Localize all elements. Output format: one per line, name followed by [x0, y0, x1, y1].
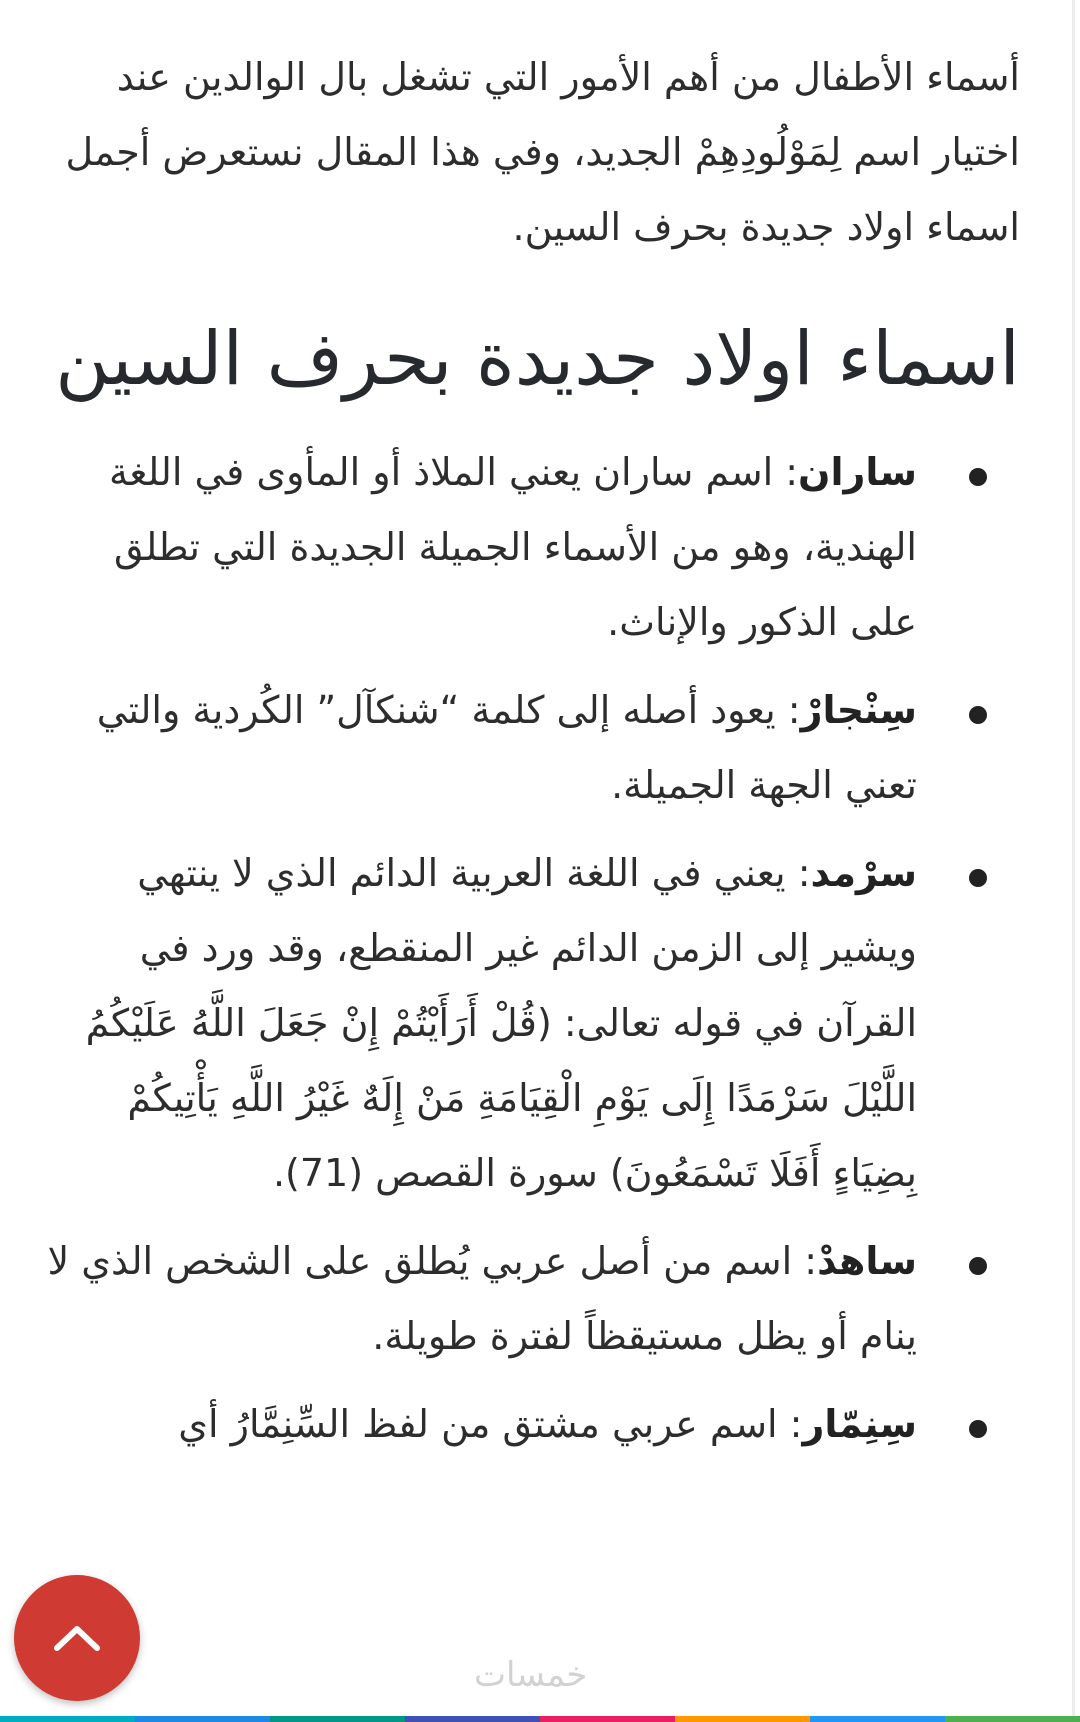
name-description: : اسم عربي مشتق من لفظ السِّنِمَّارُ أي [178, 1402, 803, 1446]
list-item [42, 836, 917, 1211]
article-intro: أسماء الأطفال من أهم الأمور التي تشغل بال الوالدين عند اختيار اسم لِمَوْلُودِهِمْ الجديد، وفي هذا المقال نستعرض أجمل اسماء اولاد جديدة بحرف السين. [65, 55, 1020, 249]
strip-segment [270, 1716, 405, 1722]
name-term: سرْمد [810, 851, 917, 895]
article-content [42, 40, 1020, 1475]
strip-segment [540, 1716, 675, 1722]
strip-segment [135, 1716, 270, 1722]
section-heading: اسماء اولاد جديدة بحرف السين [55, 316, 1020, 402]
watermark-logo: خمسات [474, 1655, 588, 1695]
name-term: ساران [798, 450, 917, 494]
name-description: : اسم ساران يعني الملاذ أو المأوى في اللغة الهندية، وهو من الأسماء الجميلة الجديدة التي تطلق على الذكور والإناث. [108, 450, 917, 644]
strip-segment [945, 1716, 1080, 1722]
name-term: ساهدْ [817, 1239, 917, 1283]
list-item [42, 673, 917, 823]
list-item [42, 1224, 917, 1374]
brand-color-strip [0, 1716, 1080, 1722]
scroll-to-top-button[interactable] [14, 1575, 140, 1701]
strip-segment [0, 1716, 135, 1722]
chevron-up-icon [52, 1623, 102, 1653]
list-item [42, 1387, 917, 1462]
strip-segment [405, 1716, 540, 1722]
strip-segment [675, 1716, 810, 1722]
list-item [42, 435, 917, 660]
name-term: سِنْجارْ [800, 688, 917, 732]
name-description: : يعني في اللغة العربية الدائم الذي لا ينتهي ويشير إلى الزمن الدائم غير المنقطع، وقد ورد في القرآن في قوله تعالى: (قُلْ أَرَأَيْتُمْ إِنْ جَعَلَ اللَّهُ عَلَيْكُمُ اللَّيْلَ سَرْمَدًا إِلَى يَوْمِ الْقِيَامَةِ مَنْ إِلَهٌ غَيْرُ اللَّهِ يَأْتِيكُمْ بِضِيَاءٍ أَفَلَا تَسْمَعُونَ) سورة القصص (71). [85, 851, 917, 1195]
name-description: : يعود أصله إلى كلمة “شنكآل” الكُردية والتي تعني الجهة الجميلة. [96, 688, 917, 807]
strip-segment [810, 1716, 945, 1722]
names-list [42, 435, 1020, 1462]
name-term: سِنِمّار [802, 1402, 917, 1446]
name-description: : اسم من أصل عربي يُطلق على الشخص الذي لا ينام أو يظل مستيقظاً لفترة طويلة. [47, 1239, 917, 1358]
